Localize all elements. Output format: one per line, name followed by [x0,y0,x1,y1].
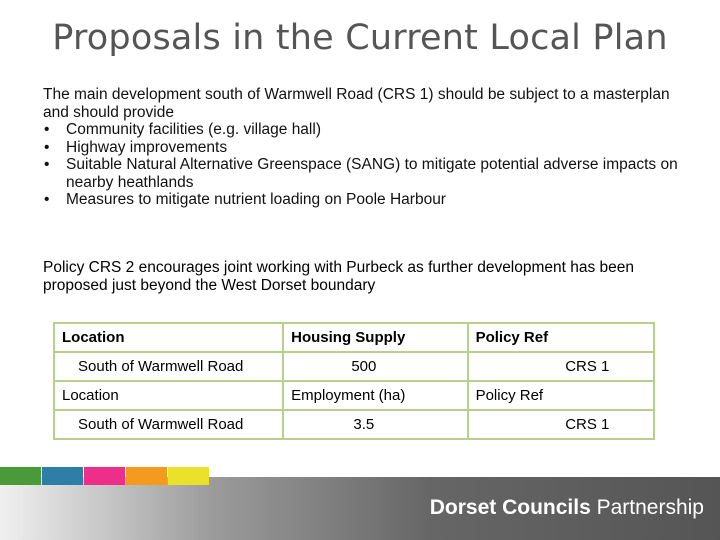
policy-paragraph: Policy CRS 2 encourages joint working with Purbeck as further development has been proposed just beyond the West Dorset boundary [43,259,635,294]
cell-location: South of Warmwell Road [54,410,283,439]
table-row [54,410,654,439]
bullet-item [43,139,683,157]
bullet-dot: • [44,191,50,208]
header-policy-ref: Policy Ref [468,381,654,410]
bullet-item [43,121,683,139]
partnership-logo [430,496,704,520]
table-row [54,381,654,410]
color-strip-block [168,467,209,485]
cell-employment: 3.5 [283,410,467,439]
header-housing-supply: Housing Supply [283,323,467,352]
bullet-item [43,191,683,209]
table-row [54,352,654,381]
bullet-dot: • [44,138,50,156]
color-strip-block [0,467,41,485]
bullet-dot: • [44,156,50,173]
cell-housing-supply: 500 [283,352,467,381]
color-strip-block [84,467,125,485]
color-strip-block [42,467,83,485]
color-strip-block [126,467,167,485]
cell-location: South of Warmwell Road [54,352,283,381]
bullet-text: Community facilities (e.g. village hall) [66,121,321,138]
bullet-dot: • [44,121,50,138]
bullet-list [43,121,683,209]
intro-block [43,86,683,209]
header-employment: Employment (ha) [283,381,467,410]
footer-band [0,477,720,540]
header-policy-ref: Policy Ref [468,323,654,352]
color-strip [0,467,210,485]
logo-text-rest: Partnership [590,496,704,519]
bullet-text: Highway improvements [66,138,228,156]
bullet-item [43,156,683,191]
header-location: Location [54,323,283,352]
header-location: Location [54,381,283,410]
cell-policy-ref: CRS 1 [468,352,654,381]
supply-table [53,322,655,440]
table-row [54,323,654,352]
bullet-text: Measures to mitigate nutrient loading on Poole Harbour [66,191,446,208]
slide-title: Proposals in the Current Local Plan [52,18,668,58]
bullet-text: Suitable Natural Alternative Greenspace (SANG) to mitigate potential adverse impacts on nearby heathlands [66,156,678,191]
cell-policy-ref: CRS 1 [468,410,654,439]
logo-text-bold: Dorset Councils [429,496,591,519]
intro-paragraph: The main development south of Warmwell Road (CRS 1) should be subject to a masterplan and should provide [43,86,670,121]
